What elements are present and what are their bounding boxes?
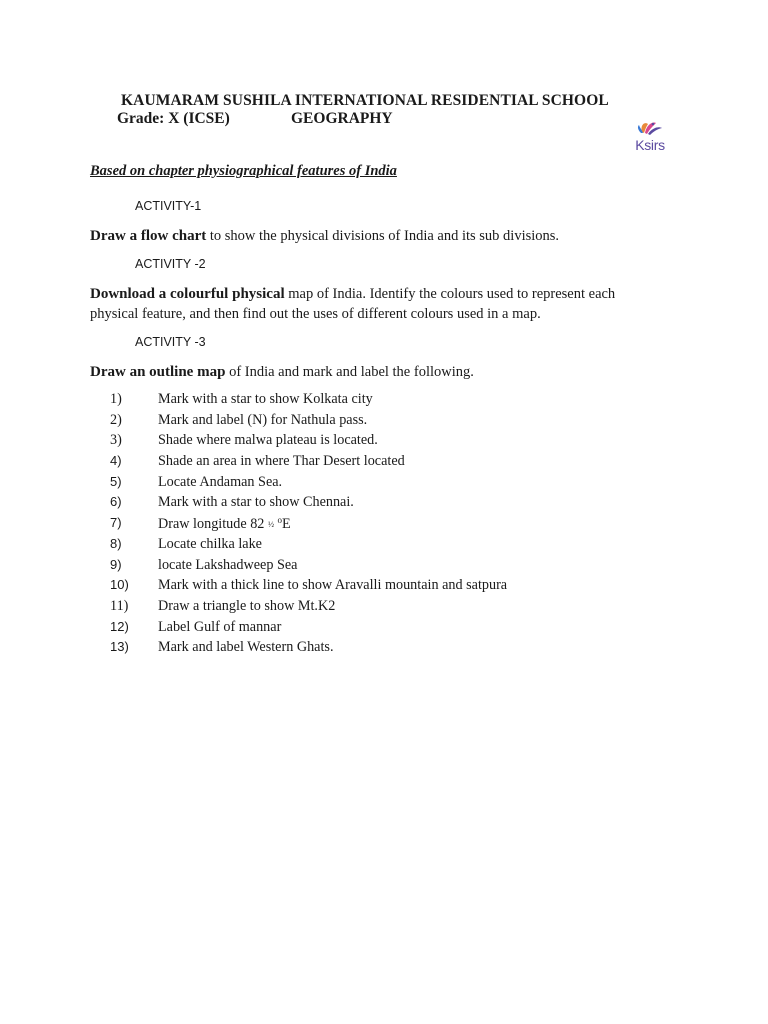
grade-label: Grade: X (ICSE): [117, 110, 230, 127]
longitude-text: Draw longitude 82: [158, 516, 268, 533]
logo-text: Ksirs: [635, 137, 665, 153]
list-text: Mark with a star to show Kolkata city: [158, 391, 373, 407]
activity-2-line1: map of India. Identify the colours used to represent each: [284, 286, 616, 302]
school-logo: [628, 118, 672, 158]
list-text: Mark with a thick line to show Aravalli mountain and satpura: [158, 577, 508, 594]
list-number: 13): [110, 639, 129, 655]
list-text: Locate Andaman Sea.: [158, 473, 283, 490]
list-number: 12): [110, 618, 129, 634]
list-text: locate Lakshadweep Sea: [158, 556, 298, 573]
school-name: KAUMARAM SUSHILA INTERNATIONAL RESIDENTIAL SCHOOL: [121, 92, 609, 109]
activity-1-line1: to show the physical divisions of India and its sub divisions.: [206, 228, 560, 244]
list-number: 9): [110, 556, 122, 572]
activity-3-heading: ACTIVITY -3: [135, 335, 206, 349]
activity-3-bold: Draw an outline map: [90, 364, 226, 380]
list-text: Locate chilka lake: [158, 535, 262, 552]
list-number: 7): [110, 515, 122, 531]
longitude-direction: E: [281, 516, 291, 533]
activity-1-bold: Draw a flow chart: [90, 228, 207, 244]
list-number: 11): [110, 597, 129, 614]
activity-1-heading: ACTIVITY-1: [135, 199, 202, 213]
list-text: Draw a triangle to show Mt.K2: [158, 597, 336, 614]
list-text: Mark and label Western Ghats.: [158, 639, 334, 656]
list-number: 6): [110, 494, 122, 510]
activity-2-heading: ACTIVITY -2: [135, 257, 206, 271]
list-number: 2): [110, 411, 122, 428]
activity-3-line1: of India and mark and label the following.: [225, 364, 474, 380]
list-number: 1): [110, 391, 122, 407]
list-number: 3): [110, 432, 122, 449]
list-text: Mark and label (N) for Nathula pass.: [158, 411, 368, 428]
degree-symbol: o: [277, 515, 282, 526]
list-number: 4): [110, 453, 122, 469]
list-number: 5): [110, 473, 122, 489]
list-text: Shade where malwa plateau is located.: [158, 432, 378, 449]
list-number: 10): [110, 577, 129, 593]
list-text: Label Gulf of mannar: [158, 618, 282, 635]
activity-2-text: [90, 284, 615, 324]
list-text: Shade an area in where Thar Desert located: [158, 453, 405, 470]
list-number: 8): [110, 535, 122, 551]
activity-2-line2: physical feature, and then find out the uses of different colours used in a map.: [90, 306, 541, 322]
activity-2-bold: Download a colourful physical: [90, 286, 285, 302]
half-fraction: ½: [267, 520, 274, 530]
activity-1-text: [90, 226, 559, 246]
list-text: [158, 515, 291, 533]
chapter-title: Based on chapter physiographical features of India: [90, 163, 397, 179]
list-text: Mark with a star to show Chennai.: [158, 494, 354, 511]
subject-label: GEOGRAPHY: [291, 110, 393, 127]
activity-3-text: [90, 362, 474, 382]
